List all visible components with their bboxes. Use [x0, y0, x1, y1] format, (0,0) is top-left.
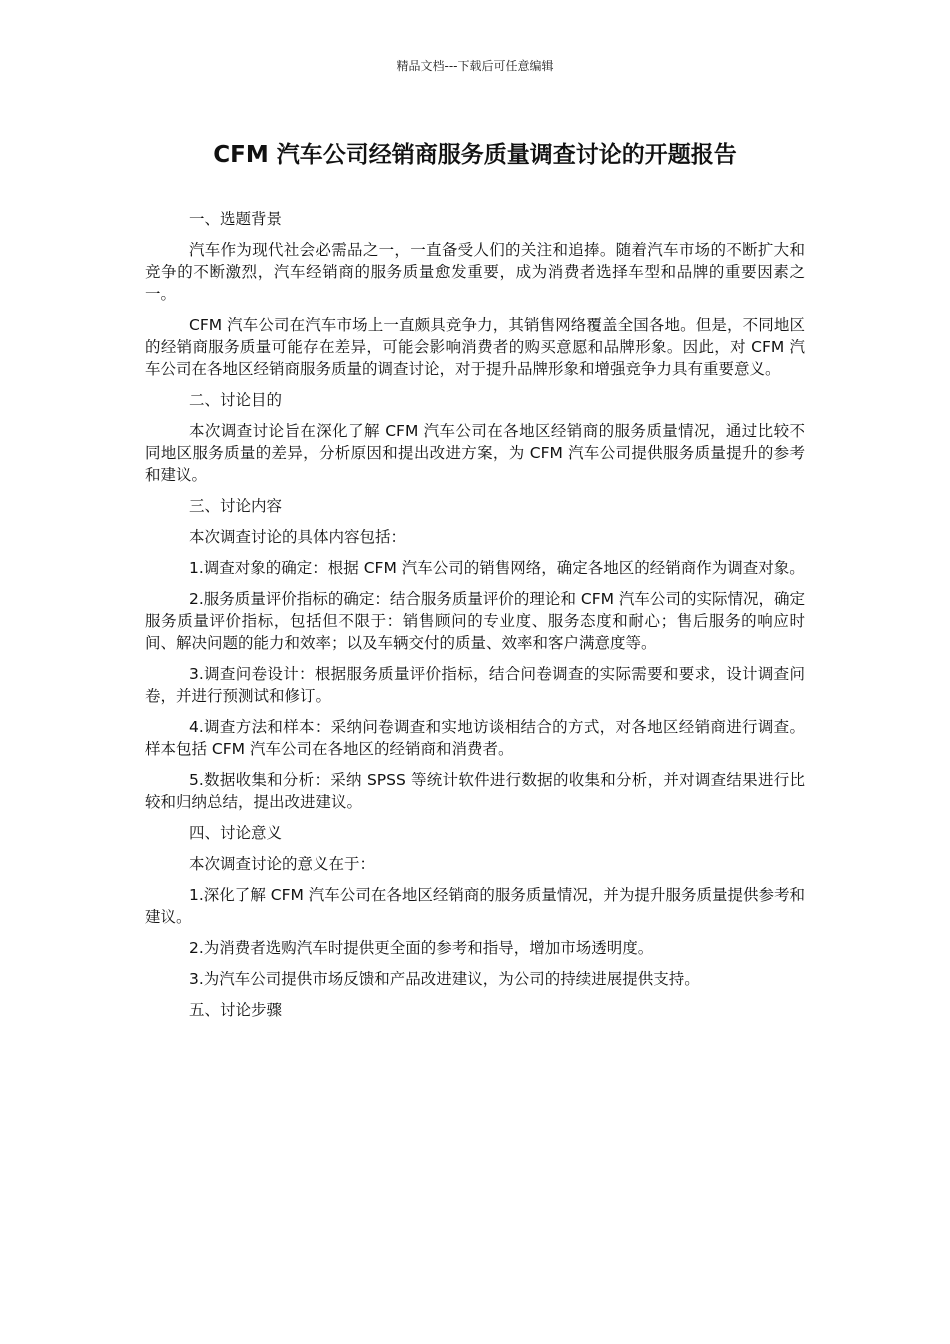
- section-heading: 一、选题背景: [189, 210, 283, 228]
- list-item: 5.数据收集和分析：采纳 SPSS 等统计软件进行数据的收集和分析，并对调查结果进行比较和归纳总结，提出改进建议。: [145, 771, 805, 811]
- list-item: 1.深化了解 CFM 汽车公司在各地区经销商的服务质量情况，并为提升服务质量提供参考和建议。: [145, 886, 805, 926]
- list-item: 1.调查对象的确定：根据 CFM 汽车公司的销售网络，确定各地区的经销商作为调查对象。: [189, 559, 805, 577]
- paragraph: 本次调查讨论的意义在于：: [189, 855, 376, 873]
- paragraph: 汽车作为现代社会必需品之一，一直备受人们的关注和追捧。随着汽车市场的不断扩大和竞争的不断激烈，汽车经销商的服务质量愈发重要，成为消费者选择车型和品牌的重要因素之一。: [145, 241, 805, 303]
- document-title: CFM 汽车公司经销商服务质量调查讨论的开题报告: [213, 142, 737, 168]
- list-item: 4.调查方法和样本：采纳问卷调查和实地访谈相结合的方式，对各地区经销商进行调查。样本包括 CFM 汽车公司在各地区的经销商和消费者。: [145, 718, 805, 758]
- paragraph: 本次调查讨论旨在深化了解 CFM 汽车公司在各地区经销商的服务质量情况，通过比较不同地区服务质量的差异，分析原因和提出改进方案，为 CFM 汽车公司提供服务质量提升的参考和建议。: [145, 422, 805, 484]
- list-item: 2.服务质量评价指标的确定：结合服务质量评价的理论和 CFM 汽车公司的实际情况，确定服务质量评价指标，包括但不限于：销售顾问的专业度、服务态度和耐心；售后服务的响应时间、解决问题的能力和效率；以及车辆交付的质量、效率和客户满意度等。: [145, 590, 805, 652]
- section-steps: [145, 999, 805, 1021]
- section-heading: 二、讨论目的: [189, 391, 283, 409]
- section-background: [145, 208, 805, 380]
- section-heading: 三、讨论内容: [189, 497, 283, 515]
- section-purpose: [145, 389, 805, 486]
- section-heading: 四、讨论意义: [189, 824, 283, 842]
- section-content: [145, 495, 805, 813]
- section-significance: [145, 822, 805, 990]
- section-heading: 五、讨论步骤: [189, 1001, 283, 1019]
- paragraph: 本次调查讨论的具体内容包括：: [189, 528, 407, 546]
- list-item: 2.为消费者选购汽车时提供更全面的参考和指导，增加市场透明度。: [189, 939, 654, 957]
- list-item: 3.为汽车公司提供市场反馈和产品改进建议，为公司的持续进展提供支持。: [189, 970, 700, 988]
- list-item: 3.调查问卷设计：根据服务质量评价指标，结合问卷调查的实际需要和要求，设计调查问卷，并进行预测试和修订。: [145, 665, 805, 705]
- document-body: [145, 208, 805, 1030]
- page-header: 精品文档---下载后可任意编辑: [396, 59, 554, 73]
- paragraph: CFM 汽车公司在汽车市场上一直颇具竞争力，其销售网络覆盖全国各地。但是，不同地区的经销商服务质量可能存在差异，可能会影响消费者的购买意愿和品牌形象。因此，对 CFM 汽车公司在各地区经销商服务质量的调查讨论，对于提升品牌形象和增强竞争力具有重要意义。: [145, 316, 805, 378]
